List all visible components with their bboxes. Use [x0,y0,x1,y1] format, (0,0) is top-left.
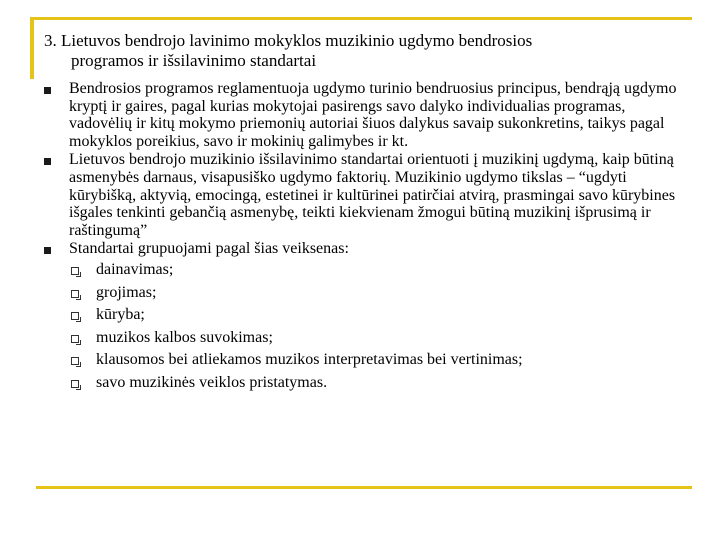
square-bullet-icon [44,247,51,254]
sub-list [69,261,680,392]
sub-list-item [69,284,680,302]
title-line-1: 3. Lietuvos bendrojo lavinimo mokyklos muzikinio ugdymo bendrosios [44,31,533,50]
bullet-text: Bendrosios programos reglamentuoja ugdymo turinio bendruosius principus, bendrąją ugdymo kryptį ir gaires, pagal kurias mokytojai pasirengs savo dalyko individualias programas, vadovėlių ir kitų mokymo priemonių autoriai šiuos dalykus savaip sukonkretins, taikys pagal mokyklos poreikius, savo ir mokinių galimybes ir kt. [69,80,677,150]
hollow-square-bullet-icon [71,380,79,388]
square-bullet-icon [44,87,51,94]
sub-item-text: grojimas; [96,283,157,301]
sub-list-item [69,374,680,392]
sub-list-item [69,351,680,369]
sub-item-text: kūryba; [96,306,145,324]
sub-item-text: klausomos bei atliekamos muzikos interpretavimas bei vertinimas; [96,351,523,369]
bullet-item [40,240,680,391]
frame-bottom-rule [36,486,692,489]
title-line-2: programos ir išsilavinimo standartai [71,51,317,70]
sub-item-text: dainavimas; [96,260,174,278]
sub-list-item [69,306,680,324]
hollow-square-bullet-icon [71,267,79,275]
sub-item-text: savo muzikinės veiklos pristatymas. [96,373,328,391]
hollow-square-bullet-icon [71,335,79,343]
bullet-item [40,151,680,239]
hollow-square-bullet-icon [71,357,79,365]
sub-list-item [69,261,680,279]
slide-title [44,31,684,71]
sub-item-text: muzikos kalbos suvokimas; [96,328,273,346]
frame-left-rule [30,17,34,79]
bullet-item [40,80,680,150]
bullet-text: Standartai grupuojami pagal šias veiksenas: [69,240,349,258]
hollow-square-bullet-icon [71,312,79,320]
frame-top-rule [30,17,692,20]
square-bullet-icon [44,158,51,165]
slide-content [40,80,680,397]
sub-list-item [69,329,680,347]
hollow-square-bullet-icon [71,290,79,298]
bullet-text: Lietuvos bendrojo muzikinio išsilavinimo standartai orientuoti į muzikinį ugdymą, kaip būtiną asmenybės darnaus, visapusiško ugdymo faktorių. Muzikinio ugdymo tikslas – “ugdyti kūrybišką, aktyvią, emocingą, estetinei ir kultūrinei patirčiai atvirą, prasmingai savo kūrybines išgales tenkinti gebančią asmenybę, teikti kiekvienam žmogui būtiną muzikinį išprusimą ir raštingumą” [69,151,676,239]
